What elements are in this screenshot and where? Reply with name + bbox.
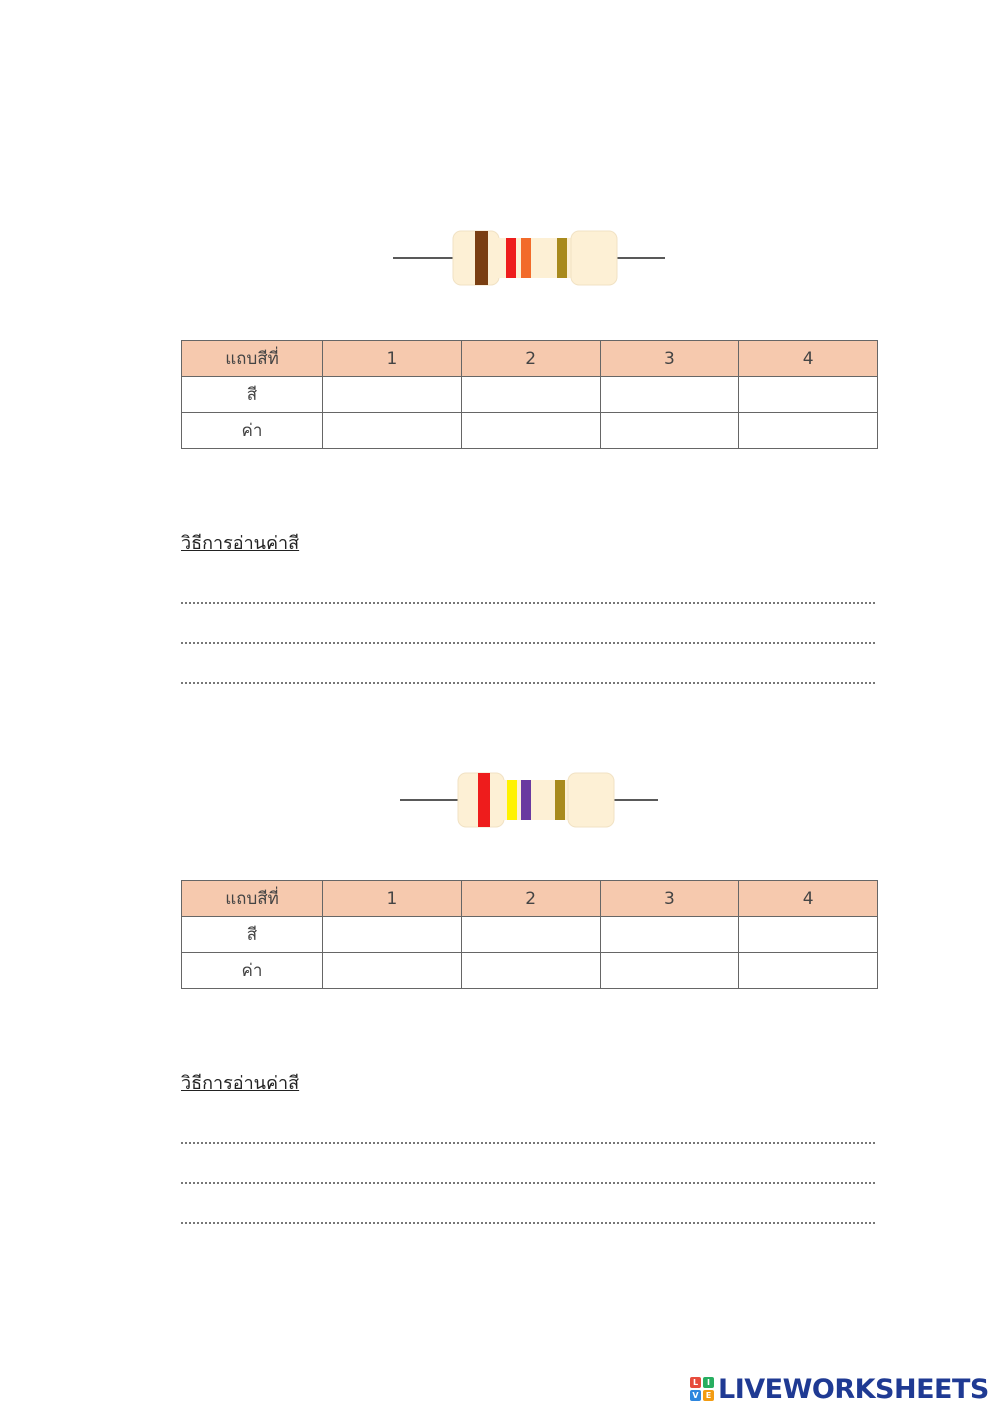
band-4 [557,238,567,278]
answer-line[interactable] [181,1142,875,1144]
answer-cell[interactable] [461,377,600,413]
table-header-row [182,881,878,917]
answer-cell[interactable] [739,413,878,449]
band-2 [507,780,517,820]
method-heading-1: วิธีการอ่านค่าสี [181,533,300,554]
band-3 [521,780,531,820]
answer-cell[interactable] [461,917,600,953]
answer-cell[interactable] [461,413,600,449]
logo-letter: V [690,1390,701,1401]
header-cell: 2 [461,881,600,917]
method-heading-2: วิธีการอ่านค่าสี [181,1073,300,1094]
answer-line[interactable] [181,642,875,644]
table-row [182,917,878,953]
band-table-2 [181,880,878,989]
table-header-row [182,341,878,377]
answer-line[interactable] [181,682,875,684]
liveworksheets-logo [690,1374,989,1404]
band-1 [475,231,488,285]
logo-grid-icon [690,1377,714,1401]
table-row [182,377,878,413]
answer-cell[interactable] [600,413,739,449]
answer-line[interactable] [181,1222,875,1224]
answer-cell[interactable] [323,953,462,989]
row-label: สี [182,377,323,413]
band-3 [521,238,531,278]
answer-cell[interactable] [739,953,878,989]
band-2 [506,238,516,278]
band-1 [478,773,490,827]
header-cell: 4 [739,341,878,377]
answer-line[interactable] [181,602,875,604]
row-label: ค่า [182,413,323,449]
header-cell: 1 [323,881,462,917]
answer-cell[interactable] [323,917,462,953]
answer-cell[interactable] [600,917,739,953]
resistor-diagram-2 [400,770,660,830]
answer-cell[interactable] [600,377,739,413]
header-cell: 1 [323,341,462,377]
logo-letter: I [703,1377,714,1388]
band-table-1 [181,340,878,449]
header-cell: แถบสีที่ [182,341,323,377]
header-cell: 3 [600,341,739,377]
table-row [182,413,878,449]
answer-line[interactable] [181,1182,875,1184]
answer-cell[interactable] [739,377,878,413]
logo-letter: E [703,1390,714,1401]
band-4 [555,780,565,820]
header-cell: แถบสีที่ [182,881,323,917]
header-cell: 2 [461,341,600,377]
answer-cell[interactable] [323,413,462,449]
answer-cell[interactable] [323,377,462,413]
header-cell: 3 [600,881,739,917]
brand-wordmark: LIVEWORKSHEETS [718,1373,989,1405]
logo-letter: L [690,1377,701,1388]
answer-cell[interactable] [600,953,739,989]
answer-cell[interactable] [739,917,878,953]
answer-cell[interactable] [461,953,600,989]
resistor-diagram-1 [393,228,665,288]
header-cell: 4 [739,881,878,917]
table-row [182,953,878,989]
row-label: ค่า [182,953,323,989]
row-label: สี [182,917,323,953]
